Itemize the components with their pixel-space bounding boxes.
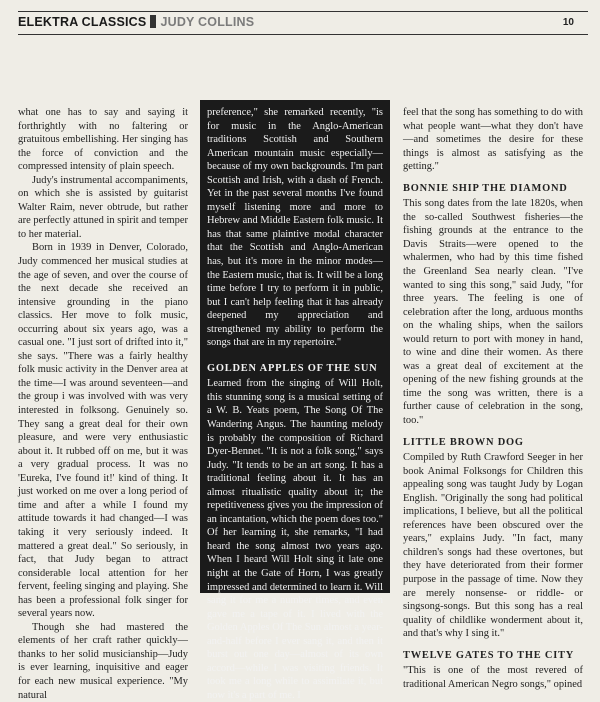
header-title — [18, 15, 254, 29]
artist-name: JUDY COLLINS — [160, 15, 255, 29]
song-heading: LITTLE BROWN DOG — [403, 436, 524, 448]
paragraph: Learned from the singing of Will Holt, this stunning song is a musical setting of a W. B. Yeats poem, The Song Of The Wandering Angus. The haunting melody is probably the composition of Richard Dyer-Bennet. "It is not a folk song," says Judy. "It tends to be an art song. It has a traditional feeling about it. It has an almost ritualistic quality about it; the repetitiveness gives you the impression of an incantation, which the poem does too." Of her learning it, she remarks, "I had heard the song almost two years ago. When I heard Will Holt sing it late one night at the Gate of Horn, I was greatly impressed and determined to learn it. Will sang it for me a number times, and even gave me a tape of it. I lived with the Golden Apples Of The Sun almost a year-and-half before I ever sang it, and then it burst out one day—almost of its own accord—while I was visiting friends. It took me a long while to assimilate it, but now it's a part of me. I — [207, 378, 383, 701]
text-column-2 — [200, 106, 390, 701]
paragraph: preference," she remarked recently, "is for music in the Anglo-American traditions Scottish and Southern American mountain music especially—because of my own backgrounds. I'm part Scottish and Irish, with a dash of French. Yet in the past several months I've found myself listening more and more to Hebrew and Middle Eastern folk music. It has that same plaintive modal character that the Scottish and Anglo-American has, but it's more in the minor modes—the Eastern music, that is. It will be a long time before I try to perform it in public, but I can't help feeling that it has already deepened my appreciation and strengthened my ability to perform the songs that are in my repertoire." — [207, 107, 383, 349]
paragraph: Born in 1939 in Denver, Colorado, Judy commenced her musical studies at the age of seven, and over the course of the next decade she received an intensive grounding in the piano classics. Her move to folk music, occurring about six years ago, was a casual one. "I just sort of drifted into it," she says. "There was a fairly healthy folk music activity in the Denver area at the time—I was around seventeen—and the group i was involved with was very interested in folksong. Genuinely so. They sang a great deal for their own pleasure, and were very enthusiastic about it. It rubbed off on me, but it was a very gradual process. It was no 'Eureka, I've found it!' kind of thing. It just worked on me over a long period of time and after a while I found my attitude towards it had changed—I was taking it very seriously indeed. It mattered a great deal." So seriously, in fact, that Judy began to attract considerable local attention for her fervent, feeling singing and playing. She has been a professional folk singer for several years now. — [18, 242, 188, 620]
text-column-1 — [18, 106, 188, 702]
text-column-3 — [403, 106, 583, 691]
paragraph: feel that the song has something to do with what people want—what they don't have—and sometimes the desire for these things is almost as satisfying as the getting." — [403, 107, 583, 173]
paragraph: Though she had mastered the elements of her craft rather quickly—thanks to her solid musicianship—Judy is ever learning, inquisitive and eager for each new musical experience. "My natural — [18, 621, 188, 701]
page-number: 10 — [562, 17, 574, 28]
paragraph: Compiled by Ruth Crawford Seeger in her book Animal Folksongs for Children this appealing song was taught Judy by Logan English. "Originally the song had political implications, I believe, but all the political references have been obscured over the years," explains Judy. "In fact, many children's songs had these overtones, but they have deteriorated from their former purpose in the passage of time. Now they are merely nonsense- or riddle- or singsong-songs. But this song has a real quality of childlike wonderment about it, and that's why I sing it." — [403, 452, 583, 640]
song-heading: TWELVE GATES TO THE CITY — [403, 649, 575, 661]
page-header — [18, 11, 588, 35]
paragraph: This song dates from the late 1820s, when the so-called Southwest fisheries—the fishing grounds at the entrance to the Davis Straits—were opened to the whalermen, who had by this time fished the Greenland Sea nearly clean. "I've wanted to sing this song," said Judy, "for three years. The feeling is one of celebration after the long, arduous months on the whaling ships, when the sailors would return to port with money in hand, to wine and dine their women. As there was a great deal of excitement at the opening of the new fishing grounds at the time the song was written, there is a further cause of celebration in the song, too." — [403, 198, 583, 426]
paragraph: Judy's instrumental accompaniments, on which she is assisted by guitarist Walter Raim, never obtrude, but rather are perfectly attuned in spirit and temper to her material. — [18, 174, 188, 240]
series-name: ELEKTRA CLASSICS — [18, 15, 147, 29]
song-heading: GOLDEN APPLES OF THE SUN — [207, 362, 378, 374]
header-separator — [150, 15, 156, 28]
paragraph: what one has to say and saying it forthrightly with no faltering or gratuitous embellishing. Her singing has the force of conviction and the compressed intensity of plain speech. — [18, 107, 188, 173]
paragraph: "This is one of the most revered of traditional American Negro songs," opined — [403, 665, 583, 690]
song-heading: BONNIE SHIP THE DIAMOND — [403, 182, 568, 194]
